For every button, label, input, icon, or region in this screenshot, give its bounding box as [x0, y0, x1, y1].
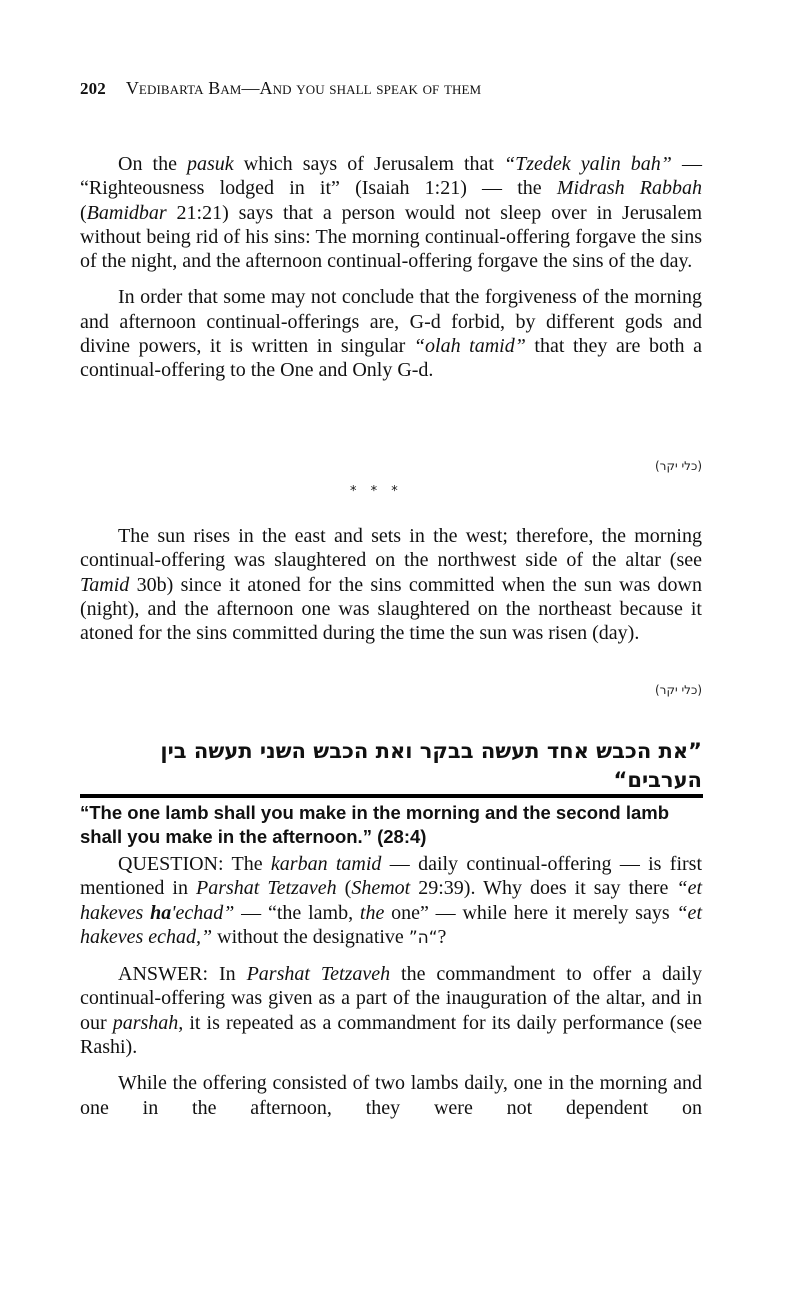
italic-term: Midrash Rabbah — [556, 177, 702, 200]
text: ( — [80, 201, 87, 224]
text: the commandment to offer a daily continual-offering was given as a part of the inauguration of the altar, and in our — [80, 963, 702, 1034]
italic-term: the — [359, 901, 385, 924]
paragraph — [80, 1071, 702, 1120]
text: ANSWER: In — [118, 963, 247, 986]
text: one” — while here it merely says — [384, 901, 677, 924]
heading-rule — [80, 794, 703, 798]
text: — daily continual-offering — is first mentioned in — [80, 853, 702, 900]
question-paragraph — [80, 852, 702, 950]
text: 21:21) says that a person would not sleep over in Jerusalem without being rid of his sins: The morning continual-offering forgave the sins of the night, and the afternoon continual-offering forgave the sins of the day. — [80, 201, 702, 273]
italic-term: “et hakeves — [80, 877, 703, 924]
italic-term: Tamid — [80, 573, 130, 596]
italic-term: Bamidbar — [86, 201, 167, 224]
text: 29:39). Why does it say there — [410, 877, 677, 900]
italic-term: Shemot — [351, 877, 411, 900]
text: without the designative — [212, 925, 409, 948]
hebrew-letter: ”ה“ — [408, 927, 438, 948]
text: QUESTION: The — [118, 853, 271, 875]
bold-italic-term: ha — [150, 901, 172, 924]
text: While the offering consisted of two lambs daily, one in the morning and one in the afternoon, they were not dependent on — [80, 1072, 702, 1119]
text: — “Righteousness lodged in it” (Isaiah 1:21) — the — [80, 153, 702, 200]
italic-term: “Tzedek yalin bah” — [504, 153, 672, 175]
paragraph — [80, 524, 702, 645]
text: which says of Jerusalem that — [233, 153, 505, 175]
running-head — [80, 78, 481, 99]
book-title: Vedibarta Bam—And you shall speak of them — [125, 78, 482, 98]
text: ? — [437, 925, 447, 948]
section-3 — [80, 852, 702, 1120]
source-citation: (כלי יקר) — [655, 459, 702, 473]
text: 30b) since it atoned for the sins committed when the sun was down (night), and the afternoon one was slaughtered on the northeast because it atoned for the sins committed during the time the sun was risen (day). — [80, 573, 702, 645]
text: that they are both a continual-offering to the One and Only G-d. — [80, 335, 702, 382]
text: it is repeated as a commandment for its daily performance (see Rashi). — [80, 1011, 702, 1059]
english-verse-heading: “The one lamb shall you make in the morning and the second lamb shall you make in the afternoon.” (28:4) — [80, 802, 670, 847]
italic-term: Parshat Tetzaveh — [196, 877, 337, 900]
section-1 — [80, 152, 702, 383]
hebrew-verse-heading: ”את הכבש אחד תעשה בבקר ואת הכבש השני תעשה בין הערבים“ — [160, 739, 702, 792]
italic-term: pasuk — [187, 153, 234, 175]
italic-term: “olah tamid” — [413, 335, 526, 358]
paragraph — [80, 152, 702, 273]
italic-term: parshah, — [112, 1011, 184, 1034]
text: ( — [336, 877, 352, 900]
text: — “the lamb, — [234, 901, 360, 924]
section-2 — [80, 524, 702, 645]
text: On the — [118, 153, 188, 175]
source-citation: (כלי יקר) — [655, 683, 702, 697]
page-number: 202 — [80, 79, 106, 98]
italic-term: Parshat Tetzaveh — [246, 963, 391, 986]
text: The sun rises in the east and sets in the west; therefore, the morning continual-offering was slaughtered on the northwest side of the altar (see — [80, 525, 702, 572]
paragraph — [80, 285, 702, 382]
answer-paragraph — [80, 962, 702, 1059]
italic-term: “et hakeves echad,” — [80, 901, 702, 948]
section-separator: * * * — [350, 484, 398, 499]
italic-term: karban tamid — [270, 853, 382, 875]
italic-term: 'echad” — [171, 901, 235, 924]
text: In order that some may not conclude that the forgiveness of the morning and afternoon continual-offerings are, G-d forbid, by different gods and divine powers, it is written in singular — [80, 286, 702, 358]
